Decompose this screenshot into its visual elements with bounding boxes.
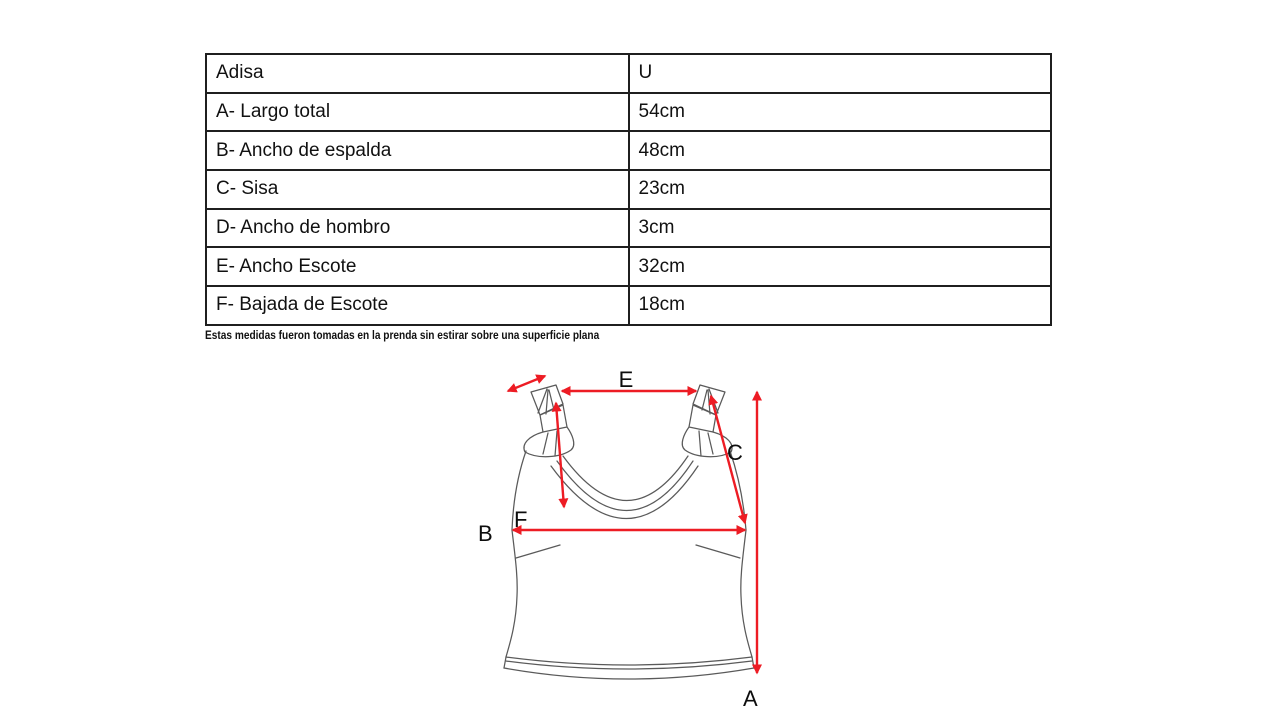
measure-label-e: E — [618, 367, 634, 392]
hem-side-edges — [504, 657, 754, 668]
measure-label-a: A — [743, 686, 758, 711]
right-side-seam — [741, 530, 752, 657]
left-strap-ruffle — [524, 427, 574, 457]
garment-outline — [504, 385, 754, 679]
size-cell: U — [629, 54, 1052, 93]
measure-label-cell: F- Bajada de Escote — [206, 286, 629, 325]
measure-value-cell: 48cm — [629, 131, 1052, 170]
left-side-seam — [506, 530, 517, 657]
left-ruffle-folds — [543, 431, 557, 456]
measure-label-cell: E- Ancho Escote — [206, 247, 629, 286]
hem-band-top — [506, 657, 752, 665]
measure-value-cell: 54cm — [629, 93, 1052, 132]
neckline-curve-1 — [563, 456, 688, 501]
measure-label-f: F — [514, 507, 528, 532]
measure-value-cell: 32cm — [629, 247, 1052, 286]
measure-label-cell: C- Sisa — [206, 170, 629, 209]
neckline-curve-2 — [557, 461, 693, 511]
measure-label-cell: B- Ancho de espalda — [206, 131, 629, 170]
right-strap-ruffle — [682, 427, 732, 457]
measure-value-cell: 18cm — [629, 286, 1052, 325]
right-ruffle-folds — [699, 431, 713, 456]
measure-arrow-d — [508, 376, 545, 391]
measure-label-cell: A- Largo total — [206, 93, 629, 132]
measurement-note: Estas medidas fueron tomadas en la prenda sin estirar sobre una superficie plana — [205, 330, 600, 342]
chest-darts — [516, 545, 740, 558]
left-strap-knot — [540, 405, 567, 432]
measure-value-cell: 3cm — [629, 209, 1052, 248]
brand-name-cell: Adisa — [206, 54, 629, 93]
measurement-arrows — [508, 376, 757, 673]
hem-bottom-edge — [504, 668, 754, 679]
right-strap-knot — [689, 405, 716, 432]
measure-label-cell: D- Ancho de hombro — [206, 209, 629, 248]
measure-value-cell: 23cm — [629, 170, 1052, 209]
measure-label-b: B — [478, 521, 493, 546]
measure-label-c: C — [727, 440, 743, 465]
